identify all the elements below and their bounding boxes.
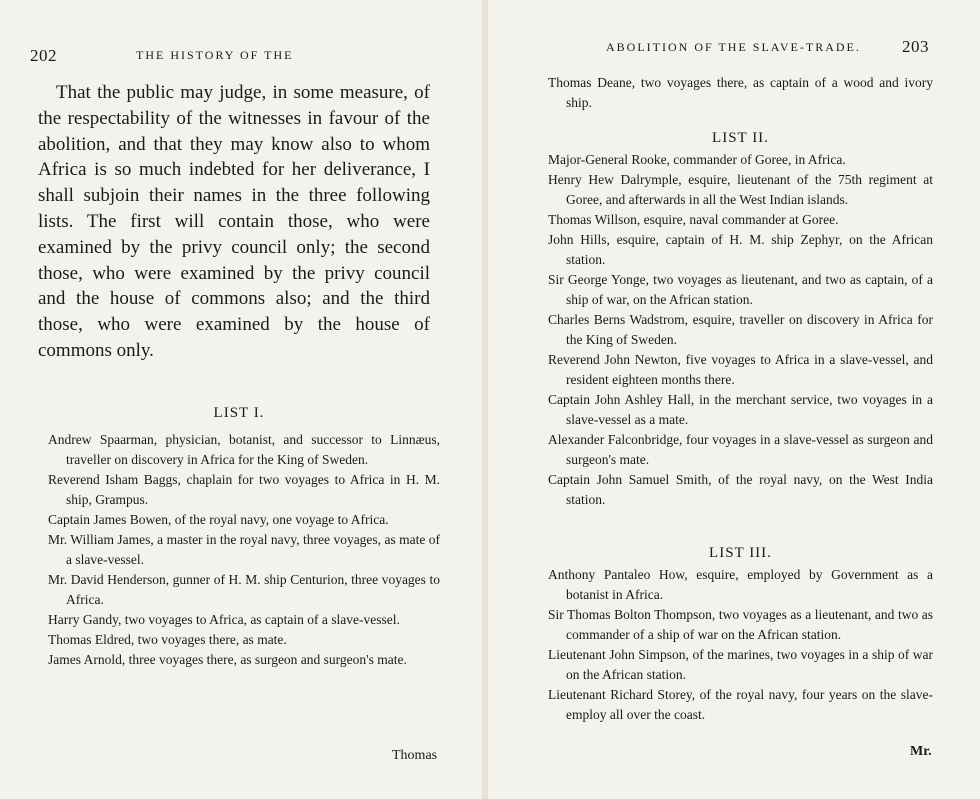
list-item: Andrew Spaarman, physician, botanist, and successor to Linnæus, traveller on discovery in Africa for the King of Sweden. (48, 432, 440, 467)
list-item: Sir Thomas Bolton Thompson, two voyages as a lieutenant, and two as commander of a ship of war on the African station. (548, 607, 933, 642)
list-item: Reverend John Newton, five voyages to Africa in a slave-vessel, and resident eighteen months there. (548, 352, 933, 387)
list-item: Captain John Ashley Hall, in the merchant service, two voyages in a slave-vessel as a mate. (548, 392, 933, 427)
list-item: Captain James Bowen, of the royal navy, one voyage to Africa. (48, 512, 389, 527)
list-item: Captain John Samuel Smith, of the royal navy, on the West India station. (548, 472, 933, 507)
list-ii (548, 150, 933, 510)
catchword: Thomas (392, 748, 438, 763)
list-item: James Arnold, three voyages there, as surgeon and surgeon's mate. (48, 652, 407, 667)
list-item: Lieutenant Richard Storey, of the royal navy, four years on the slave-employ all over the coast. (548, 687, 933, 722)
list-item: Major-General Rooke, commander of Goree, in Africa. (548, 152, 846, 167)
list-item: Alexander Falconbridge, four voyages in a slave-vessel as surgeon and surgeon's mate. (548, 432, 933, 467)
list-item: Thomas Deane, two voyages there, as captain of a wood and ivory ship. (548, 75, 933, 110)
list-title: LIST III. (709, 545, 772, 561)
list-iii (548, 565, 933, 725)
page-number: 202 (30, 46, 57, 65)
list-item: Thomas Eldred, two voyages there, as mate. (48, 632, 287, 647)
list-item: John Hills, esquire, captain of H. M. ship Zephyr, on the African station. (548, 232, 933, 267)
list-item: Harry Gandy, two voyages to Africa, as captain of a slave-vessel. (48, 612, 400, 627)
list-item: Charles Berns Wadstrom, esquire, traveller on discovery in Africa for the King of Sweden. (548, 312, 933, 347)
list-i (48, 430, 440, 670)
page-number: 203 (902, 37, 929, 56)
list-item: Mr. David Henderson, gunner of H. M. ship Centurion, three voyages to Africa. (48, 572, 440, 607)
intro-text: That the public may judge, in some measure, of the respectability of the witnesses in favour of the abolition, and that they may know also to whom Africa is so much indebted for her deliverance, I shall subjoin their names in the three following lists. The first will contain those, who were examined by the privy council only; the second those, who were examined by the privy council and the house of commons also; and the third those, who were examined by the house of commons only. (38, 82, 430, 361)
running-head: ABOLITION OF THE SLAVE-TRADE. (606, 40, 861, 54)
list-title: LIST I. (213, 405, 265, 421)
list-item: Reverend Isham Baggs, chaplain for two voyages to Africa in H. M. ship, Grampus. (48, 472, 440, 507)
catchword: Mr. (910, 744, 932, 759)
list-i-continued (548, 73, 933, 113)
list-item: Sir George Yonge, two voyages as lieutenant, and two as captain, of a ship of war, on the African station. (548, 272, 933, 307)
list-item: Anthony Pantaleo How, esquire, employed by Government as a botanist in Africa. (548, 567, 933, 602)
book-gutter (482, 0, 488, 799)
list-item: Lieutenant John Simpson, of the marines, two voyages in a ship of war on the African station. (548, 647, 933, 682)
right-page (490, 0, 980, 799)
list-item: Mr. William James, a master in the royal navy, three voyages, as mate of a slave-vessel. (48, 532, 440, 567)
running-head: THE HISTORY OF THE (136, 48, 294, 62)
left-page (0, 0, 480, 799)
list-item: Thomas Willson, esquire, naval commander at Goree. (548, 212, 839, 227)
list-title: LIST II. (712, 130, 769, 146)
intro-paragraph (38, 80, 430, 364)
list-item: Henry Hew Dalrymple, esquire, lieutenant of the 75th regiment at Goree, and afterwards in all the West Indian islands. (548, 172, 933, 207)
